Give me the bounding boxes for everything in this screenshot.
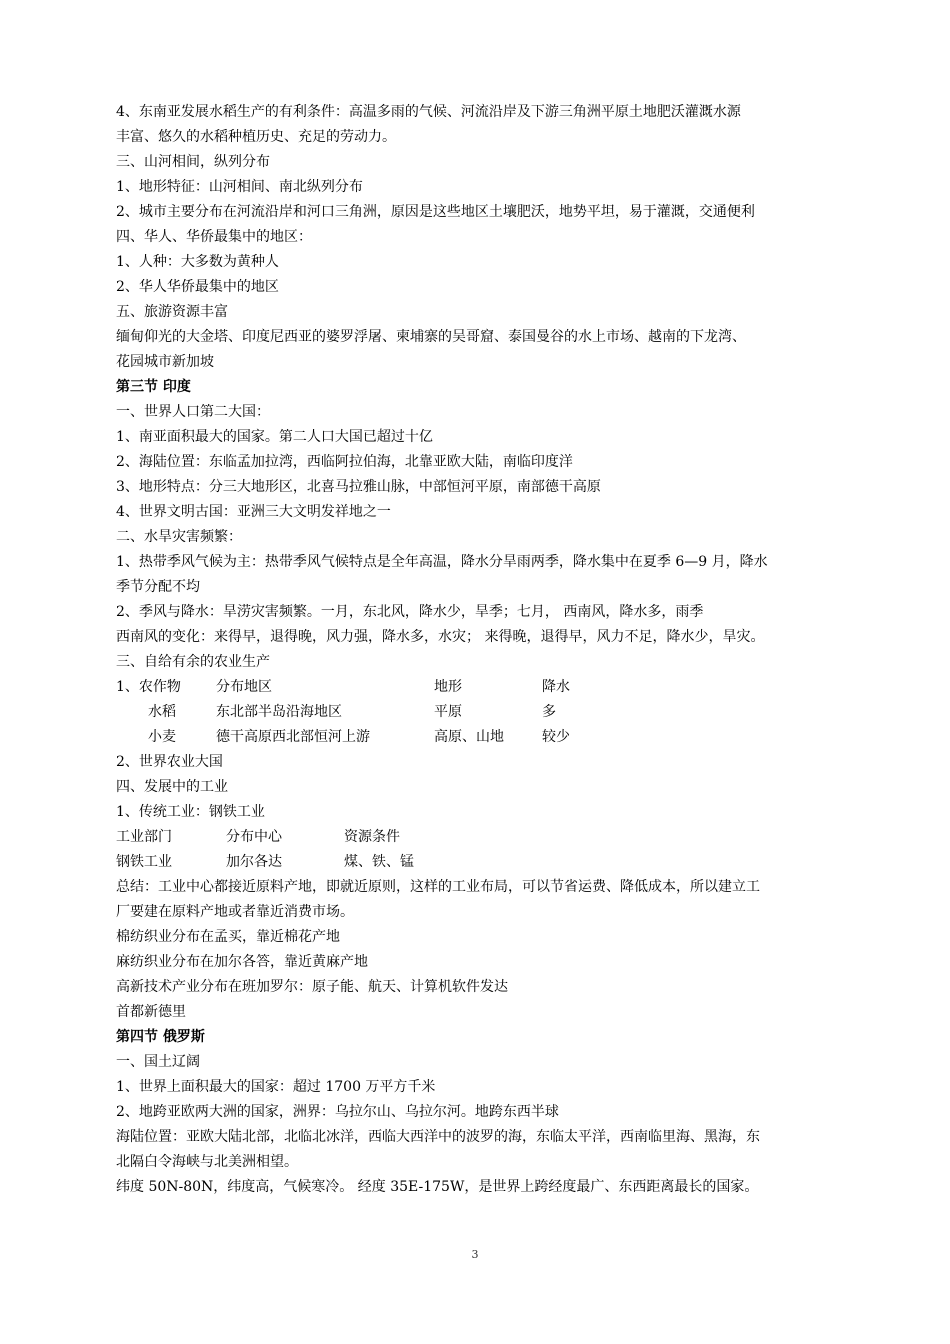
- text-line: 4、东南亚发展水稻生产的有利条件：高温多雨的气候、河流沿岸及下游三角洲平原土地肥沃灌溉水源: [116, 104, 741, 120]
- crop-cell: 东北部半岛沿海地区: [216, 704, 342, 720]
- industry-cell: 钢铁工业: [116, 854, 172, 870]
- crop-cell: 小麦: [148, 729, 176, 745]
- crop-header-cell: 降水: [542, 679, 570, 695]
- text-line: 四、发展中的工业: [116, 779, 228, 795]
- text-line: 2、城市主要分布在河流沿岸和河口三角洲，原因是这些地区土壤肥沃，地势平坦，易于灌溉，交通便利: [116, 204, 755, 220]
- section-heading: 第三节 印度: [116, 379, 191, 395]
- text-line: 2、海陆位置：东临孟加拉湾，西临阿拉伯海，北靠亚欧大陆，南临印度洋: [116, 454, 573, 470]
- text-line: 一、国土辽阔: [116, 1054, 200, 1070]
- text-line: 西南风的变化：来得早，退得晚，风力强，降水多，水灾； 来得晚，退得早，风力不足，降水少，旱灾。: [116, 629, 765, 645]
- text-line: 4、世界文明古国：亚洲三大文明发祥地之一: [116, 504, 391, 520]
- text-line: 1、世界上面积最大的国家：超过 1700 万平方千米: [116, 1079, 436, 1095]
- page-number: 3: [471, 1248, 479, 1261]
- industry-table-row: [116, 850, 856, 875]
- crop-cell: 多: [542, 704, 556, 720]
- text-line: 丰富、悠久的水稻种植历史、充足的劳动力。: [116, 129, 396, 145]
- text-block-top: [116, 100, 856, 675]
- text-line: 总结：工业中心都接近原料产地，即就近原则，这样的工业布局，可以节省运费、降低成本，所以建立工: [116, 879, 760, 895]
- text-line: 2、华人华侨最集中的地区: [116, 279, 279, 295]
- industry-cell: 加尔各达: [226, 854, 282, 870]
- crop-header-cell: 分布地区: [216, 679, 272, 695]
- text-line: 首都新德里: [116, 1004, 186, 1020]
- crop-table-row: [116, 700, 856, 725]
- text-line: 季节分配不均: [116, 579, 200, 595]
- text-line: 纬度 50N-80N，纬度高，气候寒冷。 经度 35E-175W，是世界上跨经度最广、东西距离最长的国家。: [116, 1179, 759, 1195]
- text-line: 缅甸仰光的大金塔、印度尼西亚的婆罗浮屠、柬埔寨的吴哥窟、泰国曼谷的水上市场、越南的下龙湾、: [116, 329, 746, 345]
- industry-table-header: [116, 825, 856, 850]
- text-line: 海陆位置：亚欧大陆北部，北临北冰洋，西临大西洋中的波罗的海，东临太平洋，西南临里海、黑海，东: [116, 1129, 760, 1145]
- text-line: 1、传统工业：钢铁工业: [116, 804, 265, 820]
- crop-cell: 德干高原西北部恒河上游: [216, 729, 370, 745]
- crop-table: [116, 675, 856, 750]
- text-line: 1、人种：大多数为黄种人: [116, 254, 279, 270]
- text-line: 高新技术产业分布在班加罗尔：原子能、航天、计算机软件发达: [116, 979, 508, 995]
- text-line: 一、世界人口第二大国：: [116, 404, 270, 420]
- crop-cell: 平原: [434, 704, 462, 720]
- text-line: 五、旅游资源丰富: [116, 304, 228, 320]
- text-line: 三、自给有余的农业生产: [116, 654, 270, 670]
- crop-cell: 高原、山地: [434, 729, 504, 745]
- text-line: 三、山河相间，纵列分布: [116, 154, 270, 170]
- text-line: 厂要建在原料产地或者靠近消费市场。: [116, 904, 354, 920]
- crop-header-cell: 1、农作物: [116, 679, 181, 695]
- crop-table-row: [116, 725, 856, 750]
- text-block-mid: [116, 750, 856, 825]
- text-line: 2、世界农业大国: [116, 754, 223, 770]
- text-line: 麻纺织业分布在加尔各答，靠近黄麻产地: [116, 954, 368, 970]
- text-line: 四、华人、华侨最集中的地区：: [116, 229, 312, 245]
- industry-header-cell: 资源条件: [344, 829, 400, 845]
- section-heading: 第四节 俄罗斯: [116, 1029, 205, 1045]
- text-line: 2、季风与降水：旱涝灾害频繁。一月，东北风，降水少，旱季；七月， 西南风，降水多，雨季: [116, 604, 704, 620]
- text-line: 1、热带季风气候为主：热带季风气候特点是全年高温，降水分旱雨两季，降水集中在夏季 6—9 月，降水: [116, 554, 768, 570]
- crop-table-header: [116, 675, 856, 700]
- crop-cell: 水稻: [148, 704, 176, 720]
- crop-header-cell: 地形: [434, 679, 462, 695]
- industry-table: [116, 825, 856, 875]
- text-line: 1、南亚面积最大的国家。第二人口大国已超过十亿: [116, 429, 433, 445]
- text-line: 棉纺织业分布在孟买，靠近棉花产地: [116, 929, 340, 945]
- text-line: 2、地跨亚欧两大洲的国家，洲界：乌拉尔山、乌拉尔河。地跨东西半球: [116, 1104, 559, 1120]
- text-line: 花园城市新加坡: [116, 354, 214, 370]
- industry-cell: 煤、铁、锰: [344, 854, 414, 870]
- text-line: 1、地形特征：山河相间、南北纵列分布: [116, 179, 363, 195]
- crop-cell: 较少: [542, 729, 570, 745]
- text-block-bottom: [116, 875, 856, 1200]
- text-line: 二、水旱灾害频繁：: [116, 529, 242, 545]
- industry-header-cell: 分布中心: [226, 829, 282, 845]
- document-page: [116, 100, 856, 1200]
- text-line: 北隔白令海峡与北美洲相望。: [116, 1154, 298, 1170]
- text-line: 3、地形特点：分三大地形区，北喜马拉雅山脉，中部恒河平原，南部德干高原: [116, 479, 601, 495]
- industry-header-cell: 工业部门: [116, 829, 172, 845]
